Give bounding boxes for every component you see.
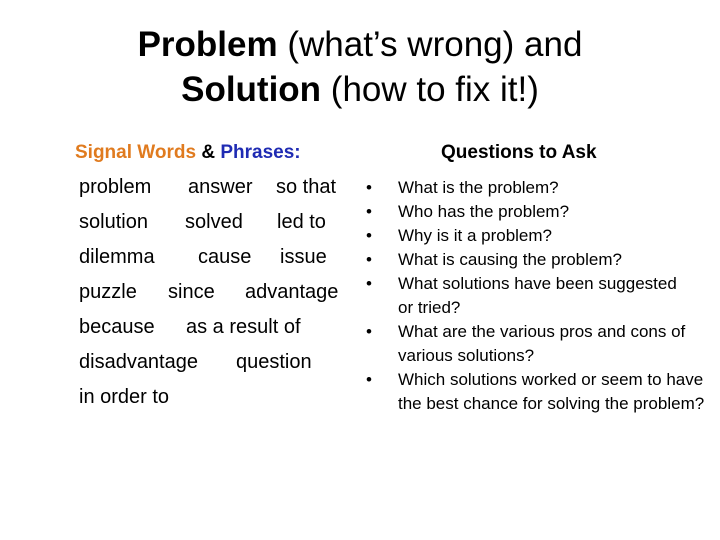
- signal-word: because: [79, 316, 155, 338]
- signal-word: question: [236, 351, 312, 373]
- question-item: [360, 224, 710, 248]
- question-item: [360, 200, 710, 224]
- signal-ampersand: &: [196, 142, 221, 163]
- questions-heading: Questions to Ask: [441, 142, 597, 163]
- signal-words-label: Signal Words: [75, 142, 197, 163]
- signal-word: led to: [277, 211, 326, 233]
- question-text: Why is it a problem?: [398, 226, 552, 245]
- bullet-icon: •: [366, 178, 372, 197]
- question-text: What are the various pros and cons of various solutions?: [398, 322, 686, 365]
- signal-word: as a result of: [186, 316, 301, 338]
- bullet-icon: •: [366, 322, 372, 341]
- signal-words-heading: [75, 142, 301, 164]
- signal-word: in order to: [79, 386, 170, 408]
- title-line-1: [60, 22, 660, 67]
- signal-word: issue: [280, 246, 327, 268]
- question-item: [360, 320, 708, 368]
- signal-word: cause: [198, 246, 252, 268]
- bullet-icon: •: [366, 202, 372, 221]
- signal-word: problem: [79, 176, 152, 198]
- signal-word: advantage: [245, 281, 339, 303]
- signal-word: puzzle: [79, 281, 137, 303]
- questions-list: [360, 176, 710, 416]
- title-solution-rest: (how to fix it!): [321, 70, 539, 109]
- bullet-icon: •: [366, 226, 372, 245]
- question-text: Who has the problem?: [398, 202, 570, 221]
- question-text: What solutions have been suggested or tried?: [398, 274, 677, 317]
- signal-word: since: [168, 281, 215, 303]
- title-line-2: [60, 67, 660, 112]
- title-solution: Solution: [181, 70, 322, 109]
- signal-word: disadvantage: [79, 351, 198, 373]
- bullet-icon: •: [366, 370, 372, 389]
- slide-title: [60, 22, 660, 112]
- title-problem-rest: (what’s wrong) and: [277, 25, 583, 64]
- question-item: [360, 248, 710, 272]
- question-text: Which solutions worked or seem to have the best chance for solving the problem?: [398, 370, 705, 413]
- signal-word: solution: [79, 211, 148, 233]
- title-problem: Problem: [137, 25, 278, 64]
- question-item: [360, 272, 678, 320]
- signal-word: solved: [185, 211, 243, 233]
- signal-word: dilemma: [79, 246, 155, 268]
- question-item: [360, 176, 710, 200]
- question-text: What is the problem?: [398, 178, 559, 197]
- signal-word: so that: [276, 176, 337, 198]
- question-item: [360, 368, 708, 416]
- phrases-label: Phrases:: [220, 142, 301, 163]
- bullet-icon: •: [366, 250, 372, 269]
- question-text: What is causing the problem?: [398, 250, 622, 269]
- bullet-icon: •: [366, 274, 372, 293]
- signal-word: answer: [188, 176, 253, 198]
